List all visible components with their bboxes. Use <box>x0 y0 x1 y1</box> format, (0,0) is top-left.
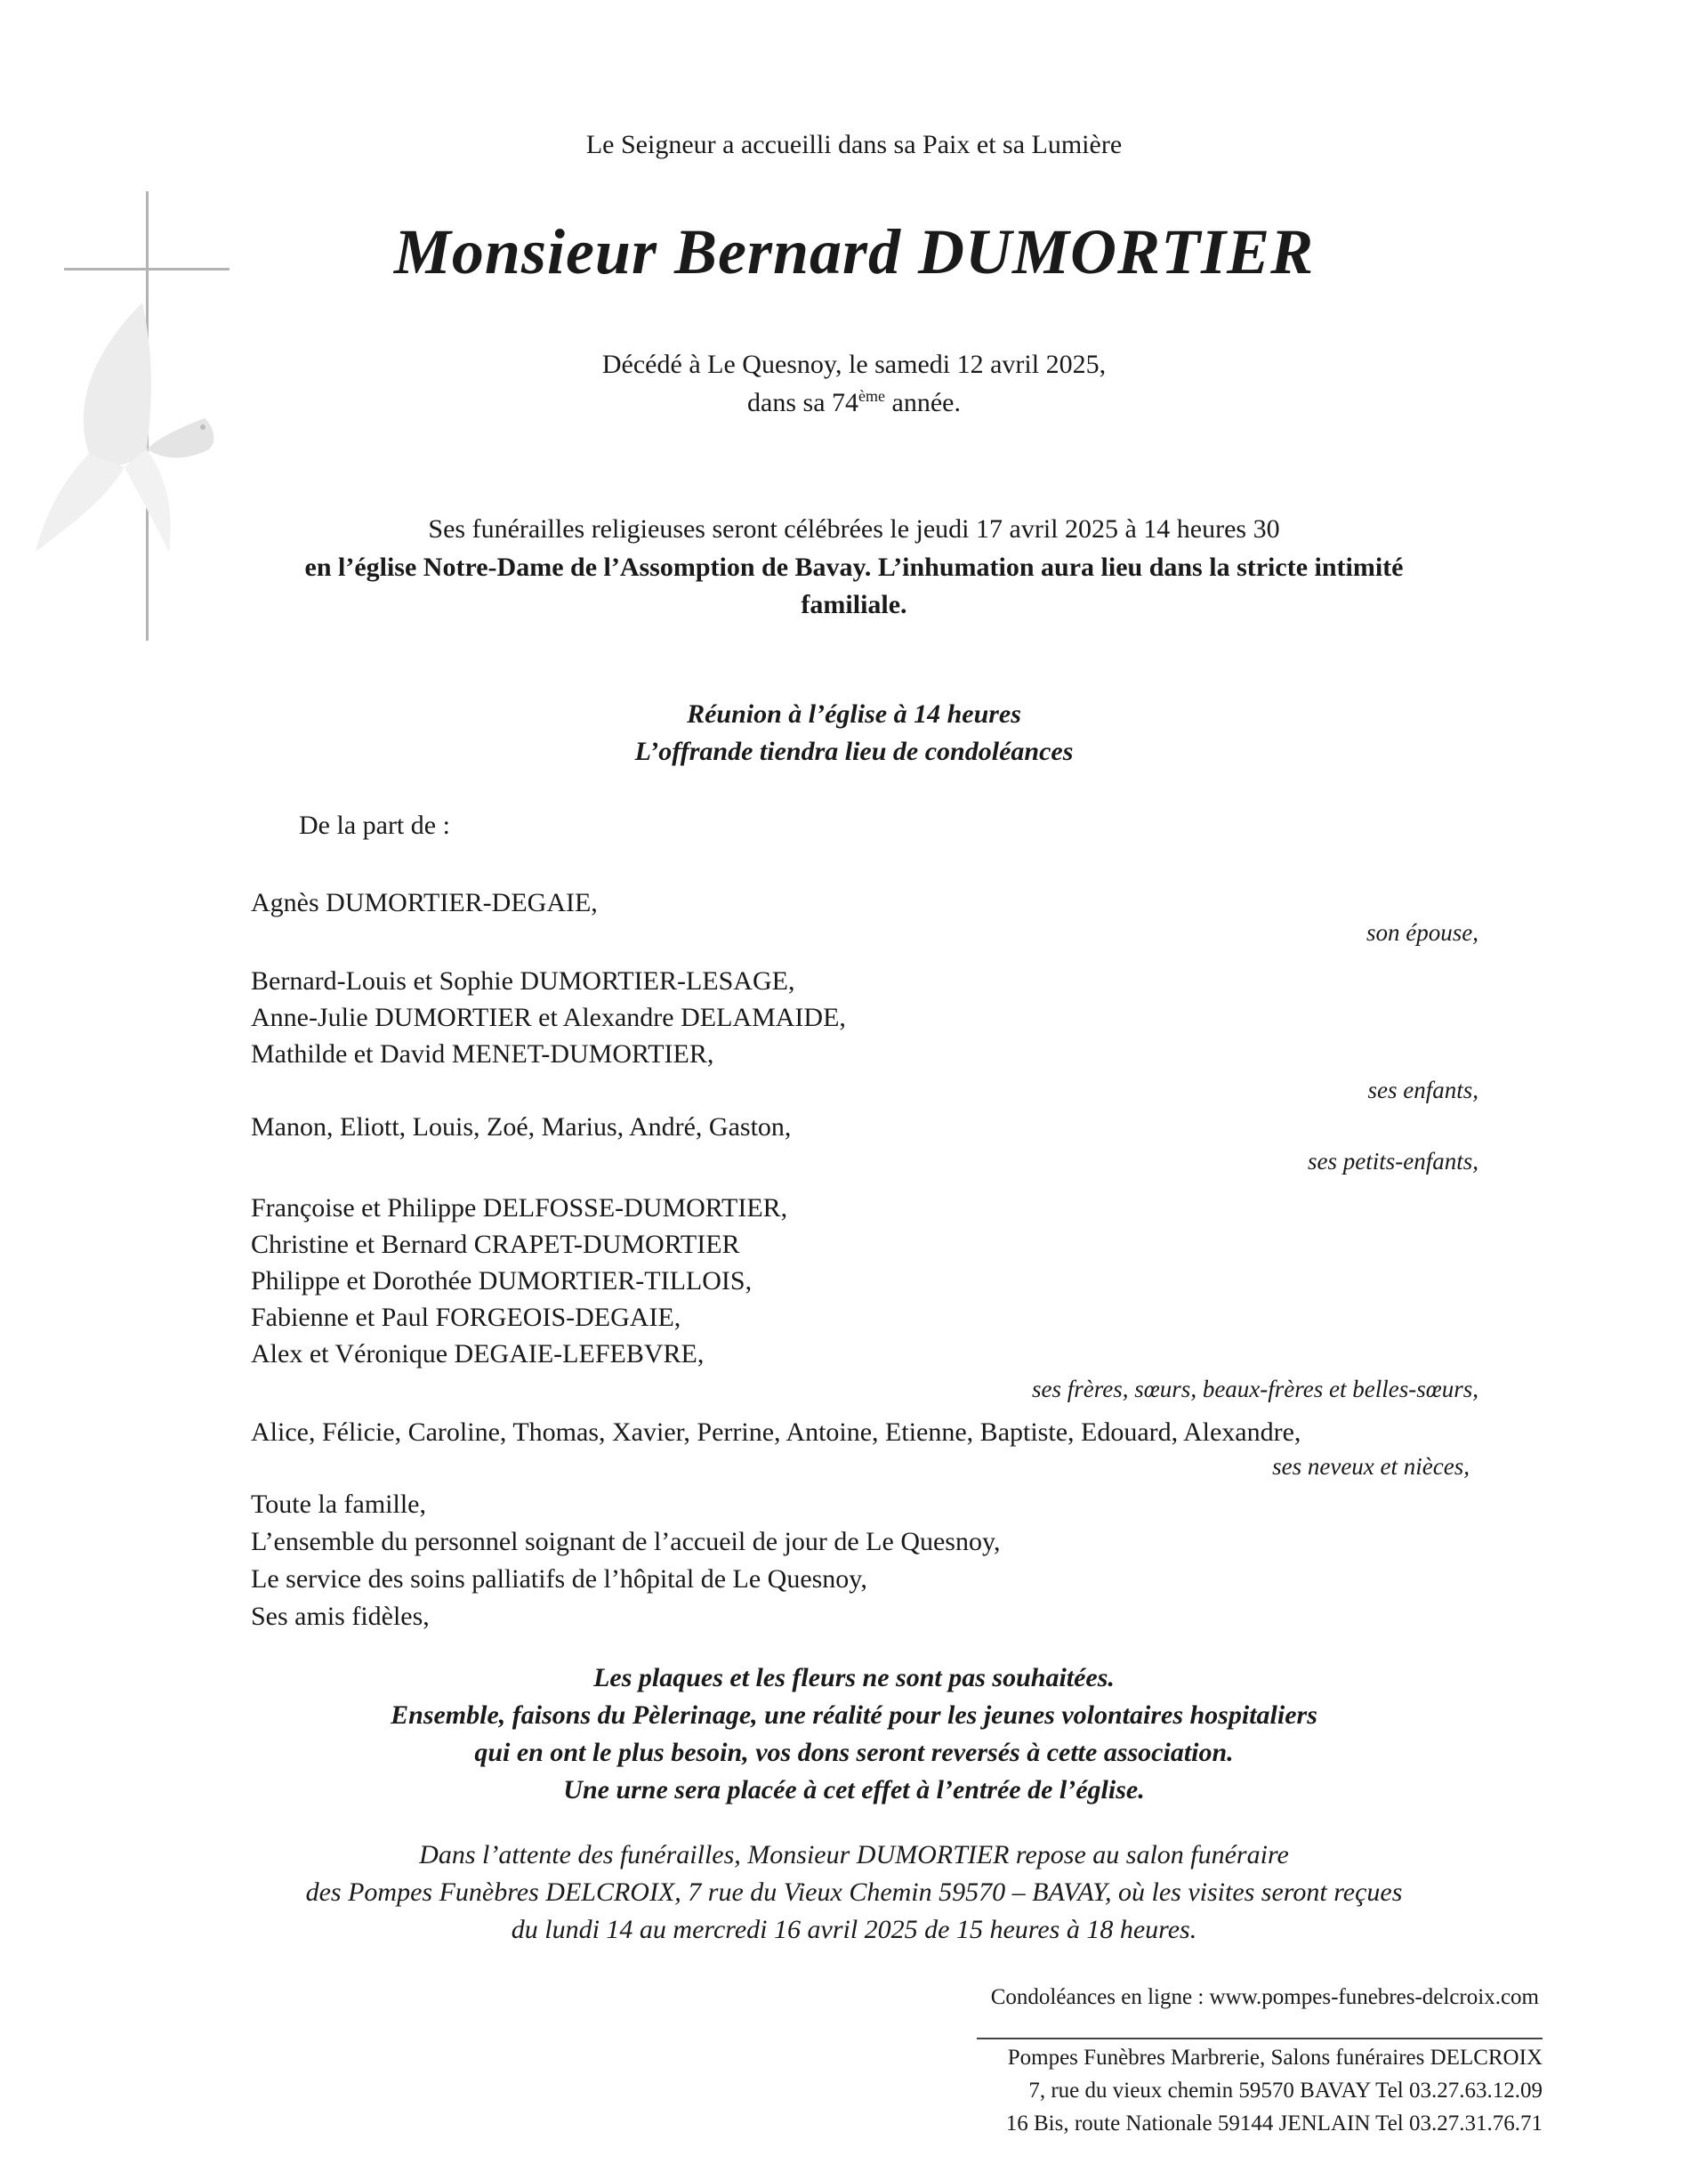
other-mourner: L’ensemble du personnel soignant de l’accueil de jour de Le Quesnoy, <box>251 1527 1001 1556</box>
wishes-line: qui en ont le plus besoin, vos dons seront reversés à cette association. <box>474 1738 1234 1767</box>
visits-line: du lundi 14 au mercredi 16 avril 2025 de 15 heures à 18 heures. <box>511 1915 1197 1944</box>
de-la-part-label: De la part de : <box>299 811 450 840</box>
funeral-line-3: familiale. <box>801 590 907 619</box>
grandchildren-names: Manon, Eliott, Louis, Zoé, Marius, André, Gaston, <box>251 1112 792 1142</box>
grandchildren-role: ses petits-enfants, <box>1308 1148 1478 1175</box>
reunion-line-2: L’offrande tiendra lieu de condoléances <box>634 737 1074 766</box>
wishes-line: Les plaques et les fleurs ne sont pas souhaitées. <box>593 1663 1115 1692</box>
spouse-name: Agnès DUMORTIER-DEGAIE, <box>251 888 598 917</box>
siblings-role: ses frères, sœurs, beaux-frères et belles-sœurs, <box>1032 1376 1478 1402</box>
age-prefix: dans sa 74 <box>747 388 859 417</box>
nephews-names: Alice, Félicie, Caroline, Thomas, Xavier, Perrine, Antoine, Etienne, Baptiste, Edouard, Alexandre, <box>251 1417 1301 1447</box>
death-line: Décédé à Le Quesnoy, le samedi 12 avril 2025, <box>601 350 1107 379</box>
child-name: Bernard-Louis et Sophie DUMORTIER-LESAGE, <box>251 966 795 996</box>
footer-divider <box>977 2038 1543 2039</box>
age-superscript: ème <box>858 387 885 405</box>
reunion-line-1: Réunion à l’église à 14 heures <box>687 699 1021 729</box>
sibling-name: Fabienne et Paul FORGEOIS-DEGAIE, <box>251 1303 681 1332</box>
wishes-line: Ensemble, faisons du Pèlerinage, une réalité pour les jeunes volontaires hospitaliers <box>391 1700 1317 1730</box>
other-mourner: Ses amis fidèles, <box>251 1602 430 1631</box>
age-line <box>0 385 1708 421</box>
spouse-role: son épouse, <box>1366 919 1478 946</box>
online-condolences: Condoléances en ligne : www.pompes-funebres-delcroix.com <box>990 1985 1539 2009</box>
funeral-home-name: Pompes Funèbres Marbrerie, Salons funéraires DELCROIX <box>1007 2046 1543 2070</box>
child-name: Mathilde et David MENET-DUMORTIER, <box>251 1039 714 1069</box>
sibling-name: Philippe et Dorothée DUMORTIER-TILLOIS, <box>251 1266 753 1296</box>
sibling-name: Françoise et Philippe DELFOSSE-DUMORTIER, <box>251 1193 788 1223</box>
sibling-name: Christine et Bernard CRAPET-DUMORTIER <box>251 1230 740 1259</box>
nephews-role: ses neveux et nièces, <box>1272 1453 1470 1480</box>
other-mourner: Toute la famille, <box>251 1490 426 1519</box>
funeral-line-1: Ses funérailles religieuses seront célébrées le jeudi 17 avril 2025 à 14 heures 30 <box>428 514 1280 544</box>
other-mourner: Le service des soins palliatifs de l’hôpital de Le Quesnoy, <box>251 1564 867 1594</box>
funeral-home-address-2: 16 Bis, route Nationale 59144 JENLAIN Tel 03.27.31.76.71 <box>1005 2111 1543 2136</box>
child-name: Anne-Julie DUMORTIER et Alexandre DELAMAIDE, <box>251 1003 846 1032</box>
visits-line: des Pompes Funèbres DELCROIX, 7 rue du Vieux Chemin 59570 – BAVAY, où les visites seront reçues <box>305 1877 1403 1907</box>
funeral-line-2: en l’église Notre-Dame de l’Assomption de Bavay. L’inhumation aura lieu dans la stricte intimité <box>304 553 1404 582</box>
age-suffix: année. <box>885 388 961 417</box>
sibling-name: Alex et Véronique DEGAIE-LEFEBVRE, <box>251 1339 705 1369</box>
deceased-name: Monsieur Bernard DUMORTIER <box>393 216 1315 287</box>
intro-line: Le Seigneur a accueilli dans sa Paix et sa Lumière <box>585 130 1123 159</box>
wishes-line: Une urne sera placée à cet effet à l’entrée de l’église. <box>563 1775 1145 1805</box>
visits-line: Dans l’attente des funérailles, Monsieur DUMORTIER repose au salon funéraire <box>419 1840 1289 1869</box>
funeral-home-address-1: 7, rue du vieux chemin 59570 BAVAY Tel 03.27.63.12.09 <box>1028 2079 1543 2103</box>
children-role: ses enfants, <box>1367 1077 1478 1103</box>
